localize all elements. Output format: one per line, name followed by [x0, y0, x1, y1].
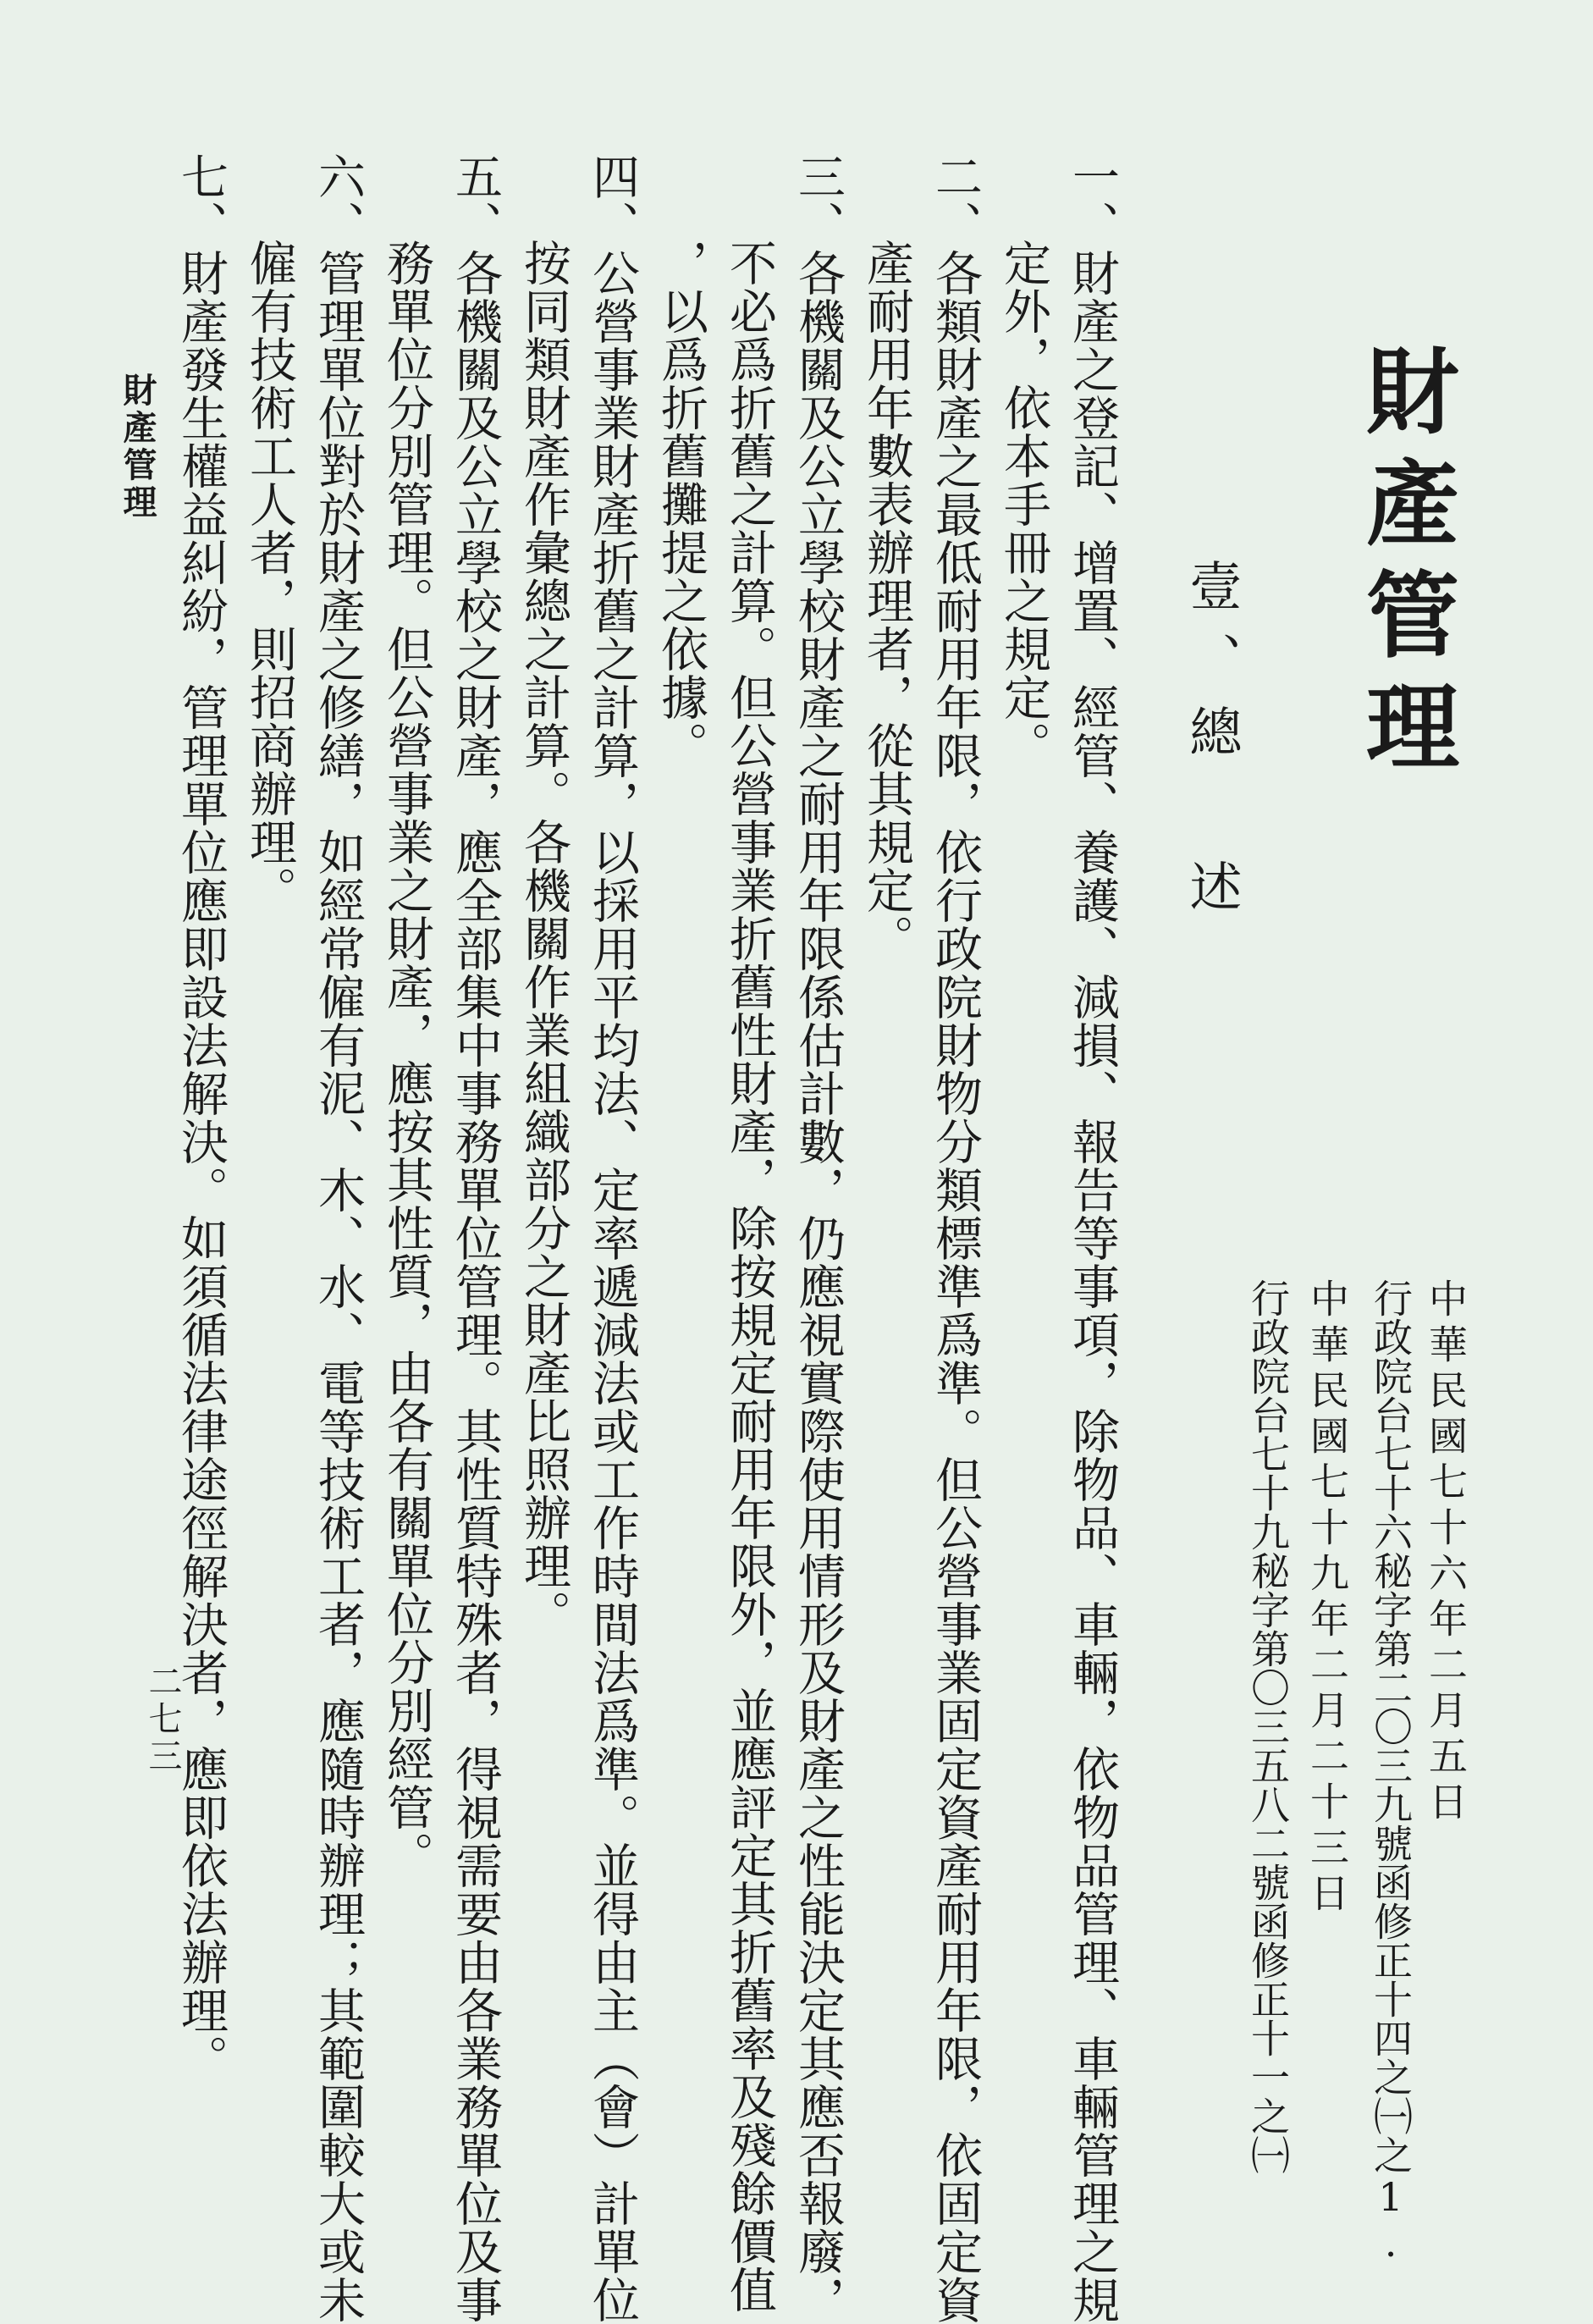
paragraph-1-line-2: 定外，依本手冊之規定。	[996, 239, 1051, 770]
paragraph-4-line-2: 按同類財產作彙總之計算。各機關作業組織部分之財產比照辦理。	[516, 239, 571, 1638]
section-heading: 壹、總 述	[1181, 559, 1243, 932]
paragraph-4-line-1: 四、公營事業財產折舊之計算，以採用平均法、定率遞減法或工作時間法爲準。並得由主（會）計單位	[585, 152, 640, 2324]
paragraph-6-line-1: 六、管理單位對於財產之修繕，如經常僱有泥、木、水、電等技術工者，應隨時辦理；其範圍較大或未	[311, 152, 366, 2324]
amendment-date-1: 中華民國七十六年二月五日	[1423, 1278, 1469, 1827]
amendment-reference-2: 行政院台七十九秘字第〇三五八二號函修正十一之㈠	[1245, 1278, 1291, 2174]
paragraph-2-line-1: 二、各類財產之最低耐用年限，依行政院財物分類標準爲準。但公營事業固定資產耐用年限，依固定資	[928, 152, 983, 2324]
paragraph-5-line-1: 五、各機關及公立學校之財產，應全部集中事務單位管理。其性質特殊者，得視需要由各業務單位及事	[448, 152, 503, 2324]
paragraph-2-line-2: 產耐用年數表辦理者，從其規定。	[859, 239, 914, 963]
page-number: 二七三	[143, 1664, 182, 1775]
running-title: 財產管理	[118, 373, 157, 522]
page-title: 財產管理	[1351, 343, 1460, 790]
amendment-reference-1: 行政院台七十六秘字第二〇三九號函修正十四之㈠之1.	[1368, 1278, 1414, 2266]
paragraph-3-line-2: 不必爲折舊之計算。但公營事業折舊性財產，除按規定耐用年限外，並應評定其折舊率及殘餘價值	[722, 239, 777, 2314]
paragraph-3-line-1: 三、各機關及公立學校財產之耐用年限係估計數，仍應視實際使用情形及財產之性能決定其應否報廢，	[791, 152, 846, 2324]
paragraph-5-line-2: 務單位分別管理。但公營事業之財產，應按其性質，由各有關單位分別經管。	[379, 239, 434, 1880]
paragraph-6-line-2: 僱有技術工人者，則招商辦理。	[242, 239, 297, 914]
paragraph-1-line-1: 一、財產之登記、增置、經管、養護、減損、報告等事項，除物品、車輛，依物品管理、車輛管理之規	[1065, 152, 1120, 2324]
paragraph-3-line-3: ，以爲折舊攤提之依據。	[653, 239, 708, 770]
amendment-date-2: 中華民國七十九年二月二十三日	[1304, 1278, 1350, 1918]
paragraph-7-line-1: 七、財產發生權益糾紛，管理單位應即設法解決。如須循法律途徑解決者，應即依法辦理。	[174, 152, 229, 2083]
